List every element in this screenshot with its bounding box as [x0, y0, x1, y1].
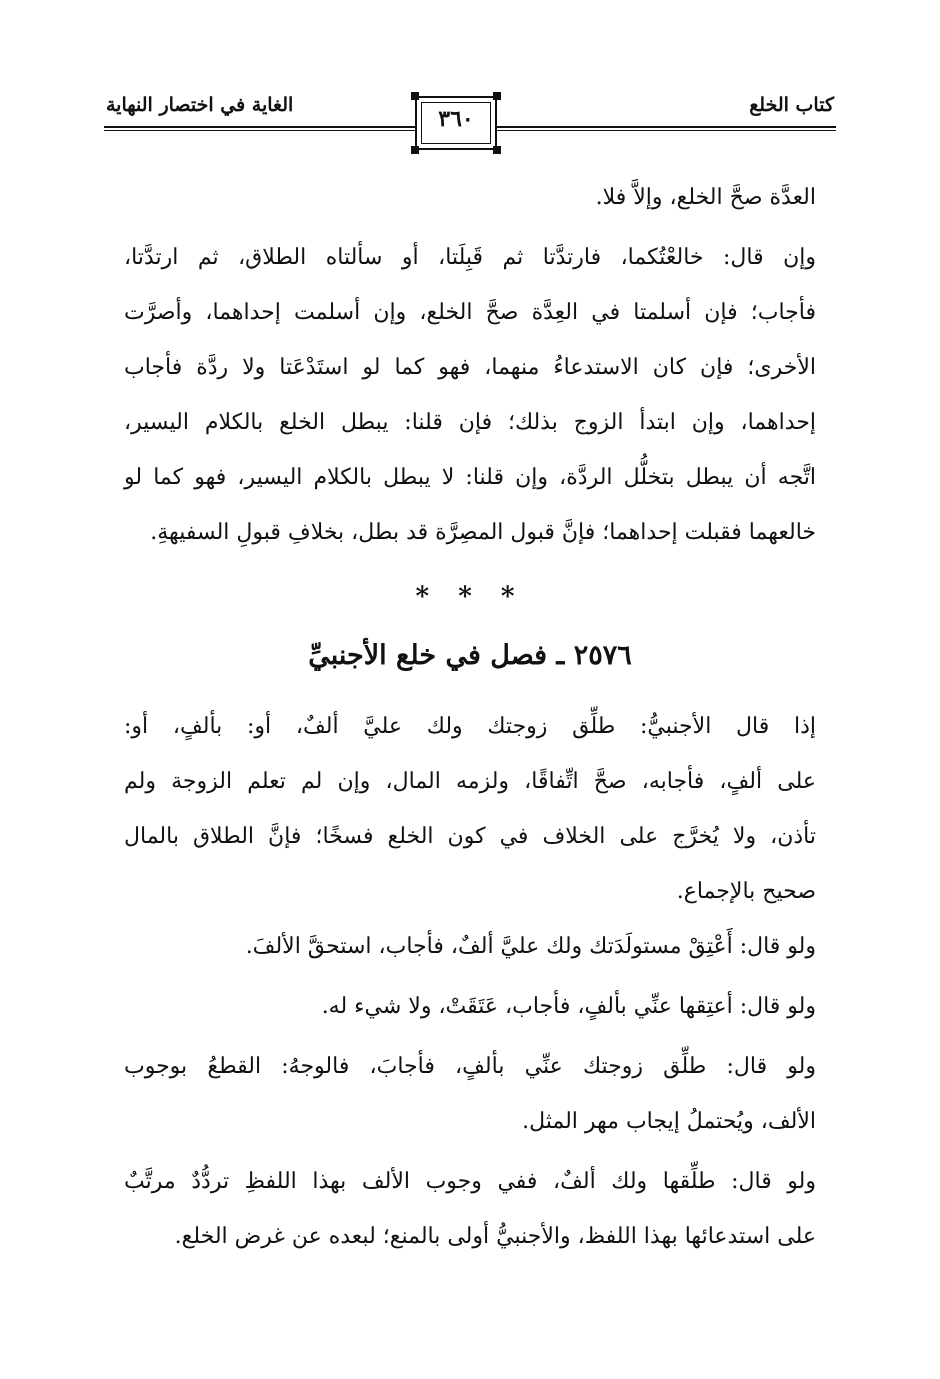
text-line: خالعهما فقبلت إحداهما؛ فإنَّ قبول المصِرَّة قد بطل، بخلافِ قبولِ السفيهةِ.	[150, 520, 816, 545]
frame-corner-ornament	[493, 146, 501, 154]
text-line: صحيح بالإجماع.	[676, 879, 816, 904]
page-number-frame	[415, 96, 497, 150]
text-line: ولو قال: أعتِقها عنِّي بألفٍ، فأجاب، عَتَقَتْ، ولا شيء له.	[321, 994, 816, 1019]
section-heading: ٢٥٧٦ ـ فصل في خلع الأجنبيِّ	[308, 640, 632, 671]
frame-corner-ornament	[411, 146, 419, 154]
frame-corner-ornament	[411, 92, 419, 100]
book-title: الغاية في اختصار النهاية	[106, 94, 294, 116]
text-line: الأخرى؛ فإن كان الاستدعاءُ منهما، فهو كما لو استَدْعَتا ولا ردَّة فأجاب	[124, 355, 816, 380]
text-line: إحداهما، وإن ابتدأ الزوج بذلك؛ فإن قلنا: يبطل الخلع بالكلام اليسير،	[124, 410, 816, 435]
section-separator: * * *	[415, 582, 525, 612]
text-line: على ألفٍ، فأجابه، صحَّ اتِّفاقًا، ولزمه المال، وإن لم تعلم الزوجة ولم	[124, 769, 816, 794]
text-line: وإن قال: خالعْتُكما، فارتدَّتا ثم قَبِلَتا، أو سألتاه الطلاق، ثم ارتدَّتا،	[124, 245, 816, 270]
text-line: فأجاب؛ فإن أسلمتا في العِدَّة صحَّ الخلع، وإن أسلمت إحداهما، وأصرَّت	[124, 300, 816, 325]
page-number: ٣٦٠	[438, 106, 474, 132]
text-line: تأذن، ولا يُخرَّج على الخلاف في كون الخلع فسخًا؛ فإنَّ الطلاق بالمال	[124, 824, 816, 849]
text-line: ولو قال: طلِّقها ولك ألفٌ، ففي وجوب الألف بهذا اللفظِ تردُّدٌ مرتَّبٌ	[124, 1169, 816, 1194]
text-line: ولو قال: طلِّق زوجتك عنِّي بألفٍ، فأجابَ، فالوجهُ: القطعُ بوجوب	[124, 1054, 816, 1079]
text-line: اتَّجه أن يبطل بتخلُّل الردَّة، وإن قلنا: لا يبطل بالكلام اليسير، فهو كما لو	[124, 465, 816, 490]
text-line: العدَّة صحَّ الخلع، وإلاَّ فلا.	[595, 185, 816, 210]
frame-corner-ornament	[493, 92, 501, 100]
text-line: إذا قال الأجنبيُّ: طلِّق زوجتك ولك عليَّ ألفٌ، أو: بألفٍ، أو:	[124, 714, 816, 739]
text-line: الألف، ويُحتملُ إيجاب مهر المثل.	[522, 1109, 816, 1134]
text-line: على استدعائها بهذا اللفظ، والأجنبيُّ أولى بالمنع؛ لبعده عن غرض الخلع.	[174, 1224, 816, 1249]
text-line: ولو قال: أَعْتِقْ مستولَدَتك ولك عليَّ ألفٌ، فأجاب، استحقَّ الألفَ.	[245, 934, 816, 959]
chapter-title: كتاب الخلع	[749, 94, 834, 116]
